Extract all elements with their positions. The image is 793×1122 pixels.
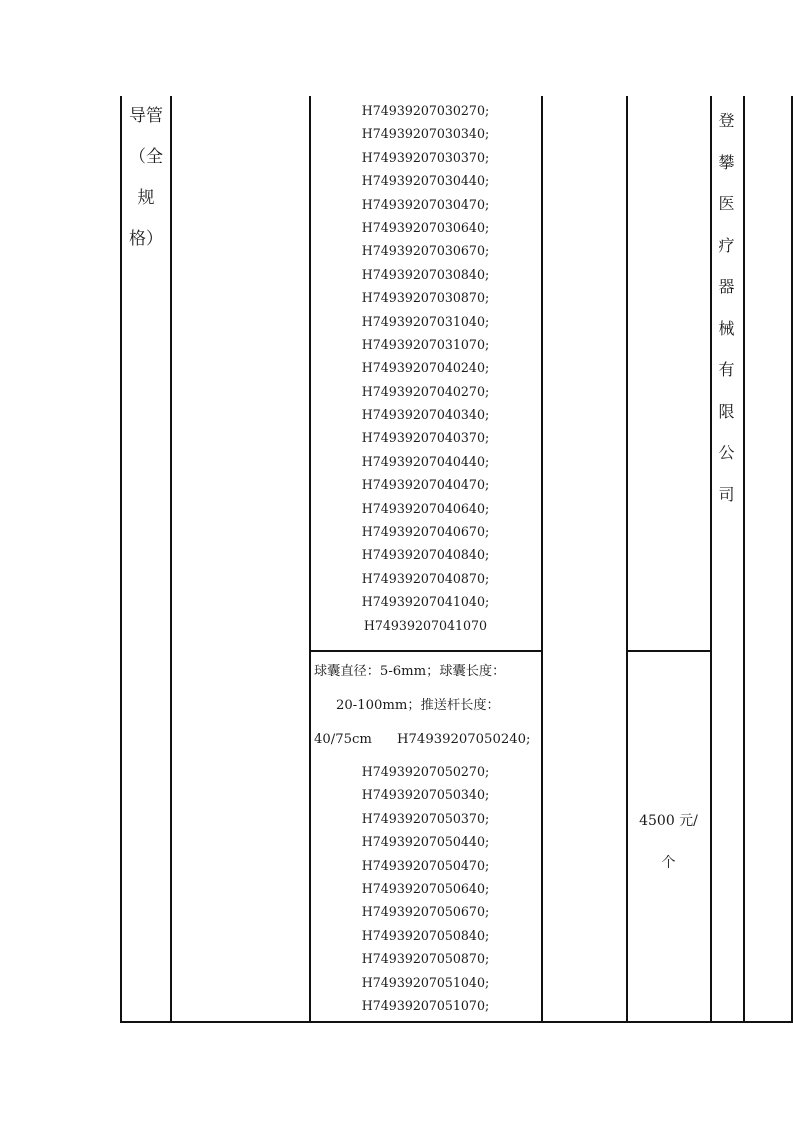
code-item: H74939207040640;	[361, 500, 490, 516]
code-item: H74939207040470;	[361, 477, 490, 493]
table-divider-3	[541, 96, 543, 1022]
code-item: H74939207040370;	[361, 430, 490, 446]
code-item: H74939207040840;	[361, 547, 490, 563]
code-item: H74939207050840;	[361, 927, 490, 943]
code-item: H74939207030370;	[361, 149, 490, 165]
company-char: 登	[718, 111, 735, 130]
code-item: H74939207031040;	[361, 313, 490, 329]
code-item: H74939207040240;	[361, 360, 490, 376]
table-divider-1	[170, 96, 172, 1022]
code-item: H74939207040270;	[361, 383, 490, 399]
product-name-line: （全	[129, 147, 163, 167]
company-char: 械	[718, 318, 735, 338]
code-item: H74939207050640;	[361, 880, 490, 896]
code-item: H74939207040440;	[361, 453, 490, 469]
code-item: H74939207050340;	[361, 787, 490, 803]
code-item: H74939207040870;	[361, 570, 490, 586]
code-item: H74939207031070;	[361, 336, 490, 352]
code-item: H74939207050370;	[361, 810, 490, 826]
code-item: H74939207041040;	[361, 594, 490, 610]
spec-line: 球囊直径：5-6mm；球囊长度：	[314, 664, 506, 679]
code-item: H74939207051040;	[361, 974, 490, 990]
code-list-1	[310, 99, 541, 637]
company-char: 器	[718, 277, 735, 296]
table-divider-6	[743, 96, 745, 1022]
spec-cell	[314, 655, 540, 757]
company-char: 疗	[718, 235, 735, 255]
code-item: H74939207030640;	[361, 219, 490, 235]
code-item: H74939207050270;	[361, 764, 490, 779]
product-name-line: 规	[137, 188, 155, 208]
code-item: H74939207041070	[363, 617, 488, 633]
spec-line: 20-100mm；推送杆长度：	[336, 698, 500, 713]
company-char: 司	[718, 484, 735, 504]
price-unit: 个	[661, 855, 676, 871]
price-line: 4500 元/	[639, 813, 698, 829]
code-item: H74939207040670;	[361, 524, 490, 540]
company-char: 攀	[718, 152, 735, 172]
company-cell	[710, 100, 743, 515]
company-char: 限	[718, 401, 735, 421]
code-item: H74939207050440;	[361, 834, 490, 850]
company-char: 公	[718, 443, 735, 462]
company-char: 有	[718, 360, 735, 379]
code-item: H74939207030670;	[361, 243, 490, 259]
company-char: 医	[718, 194, 735, 213]
code-item: H74939207050470;	[361, 857, 490, 873]
code-item: H74939207030870;	[361, 290, 490, 306]
row-divider-spec	[309, 650, 542, 652]
code-item: H74939207040340;	[361, 407, 490, 423]
product-name-line: 格）	[129, 229, 163, 249]
code-item: H74939207051070;	[361, 997, 490, 1013]
product-name-cell	[122, 96, 170, 260]
code-list-2	[310, 760, 541, 1017]
row-divider-price	[626, 650, 711, 652]
code-item: H74939207050670;	[361, 904, 490, 920]
code-item: H74939207030470;	[361, 196, 490, 212]
spec-line: 40/75cm H74939207050240;	[314, 732, 531, 747]
product-name-line: 导管	[129, 106, 163, 126]
table-border-right	[791, 96, 793, 1022]
code-item: H74939207030270;	[361, 103, 490, 118]
code-item: H74939207050870;	[361, 951, 490, 967]
code-item: H74939207030440;	[361, 173, 490, 189]
price-cell	[627, 800, 710, 884]
table-border-bottom	[120, 1021, 793, 1023]
code-item: H74939207030840;	[361, 266, 490, 282]
code-item: H74939207030340;	[361, 126, 490, 142]
